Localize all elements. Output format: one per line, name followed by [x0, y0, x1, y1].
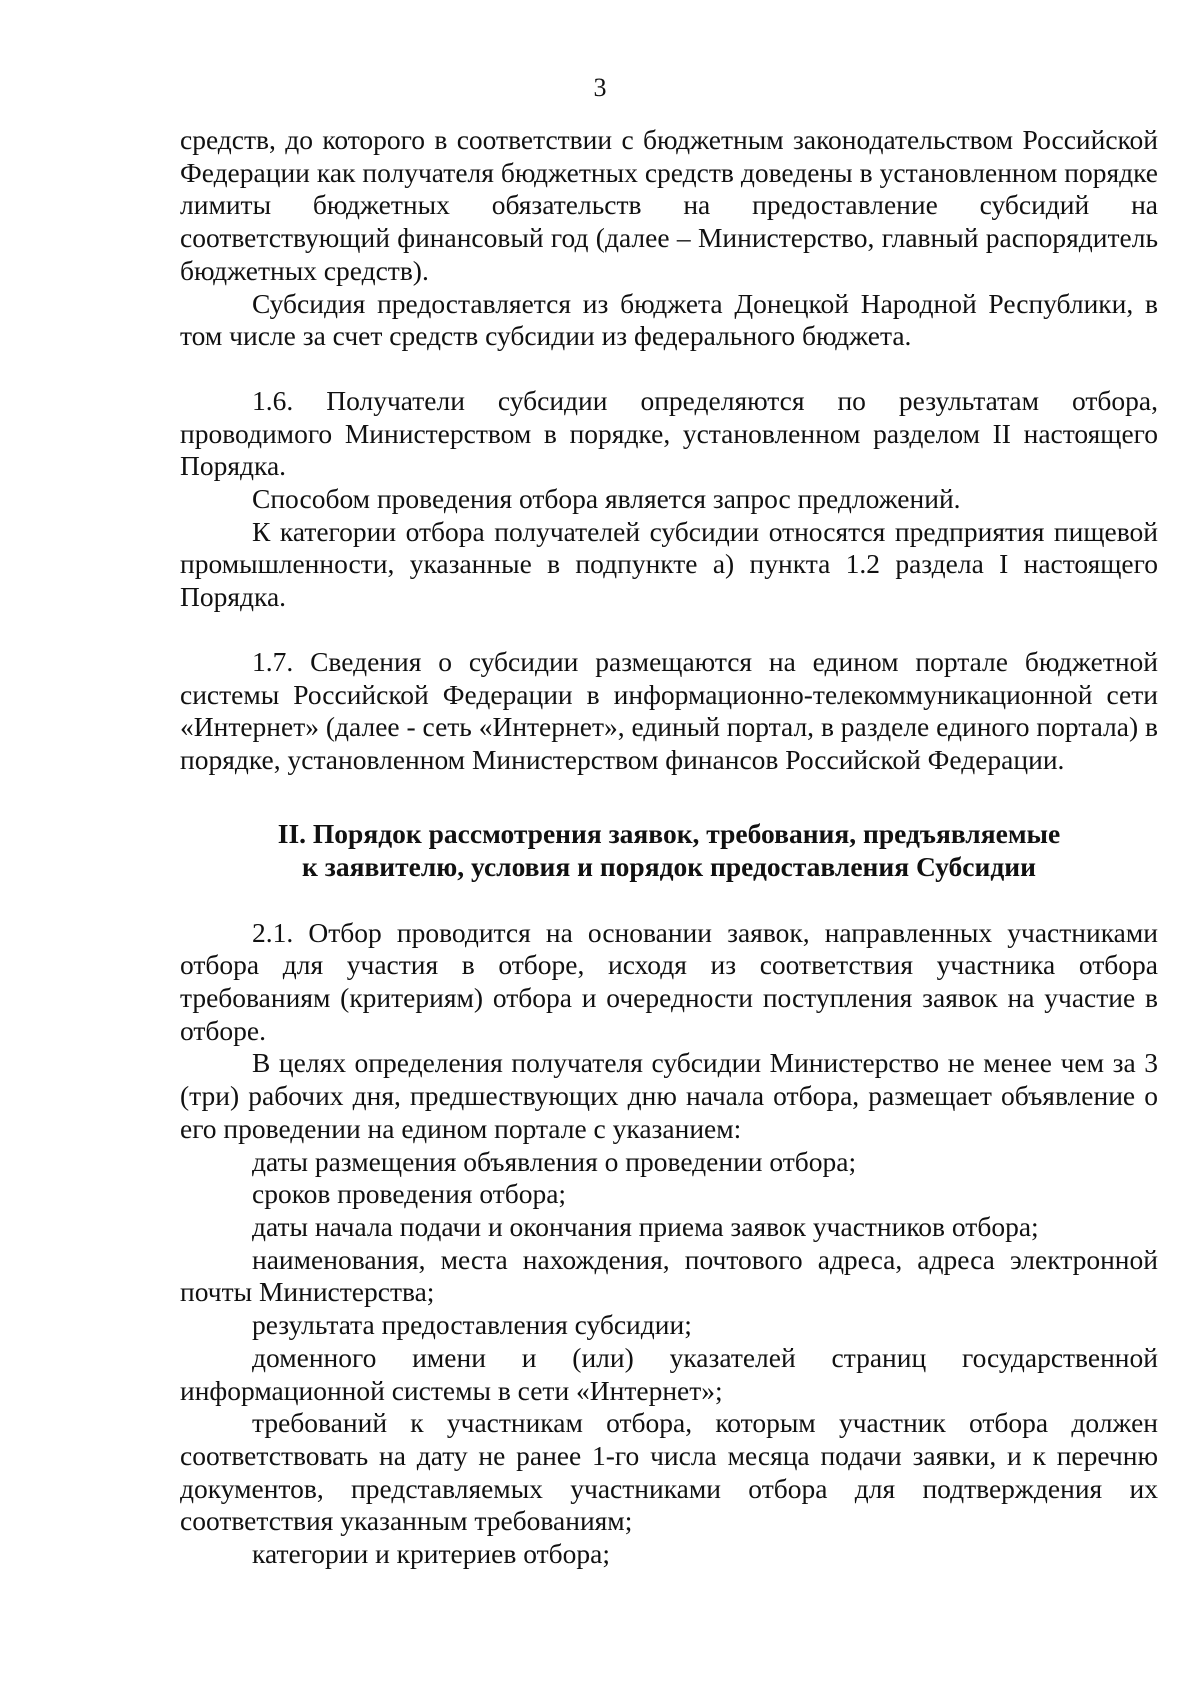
paragraph-selection-method: Способом проведения отбора является запрос предложений.	[252, 483, 961, 515]
paragraph-subsidy-source: Субсидия предоставляется из бюджета Донецкой Народной Республики, в том числе за счет средств субсидии из федерального бюджета.	[180, 287, 1158, 352]
paragraph-2-1: 2.1. Отбор проводится на основании заявок, направленных участниками отбора для участия в отборе, исходя из соответствия участника отбора требованиям (критериям) отбора и очередности поступления заявок на участие в отборе.	[180, 916, 1158, 1046]
section-heading-line-2: к заявителю, условия и порядок предоставления Субсидии	[302, 850, 1036, 882]
paragraph-selection-category: К категории отбора получателей субсидии относятся предприятия пищевой промышленности, указанные в подпункте а) пункта 1.2 раздела I настоящего Порядка.	[180, 515, 1158, 613]
list-item: требований к участникам отбора, которым участник отбора должен соответствовать на дату не ранее 1-го числа месяца подачи заявки, и к перечню документов, представляемых участниками отбора для подтверждения их соответствия указанным требованиям;	[180, 1407, 1158, 1537]
list-item: сроков проведения отбора;	[252, 1178, 567, 1210]
list-item: категории и критериев отбора;	[252, 1538, 610, 1570]
page-number: 3	[593, 73, 607, 102]
list-item: даты начала подачи и окончания приема заявок участников отбора;	[252, 1210, 1039, 1242]
list-item: даты размещения объявления о проведении отбора;	[252, 1145, 857, 1177]
section-heading	[180, 817, 1158, 883]
list-item: наименования, места нахождения, почтового адреса, адреса электронной почты Министерства;	[180, 1243, 1158, 1308]
list-item: результата предоставления субсидии;	[252, 1309, 692, 1341]
list-item: доменного имени и (или) указателей страниц государственной информационной системы в сети «Интернет»;	[180, 1341, 1158, 1406]
paragraph-1-7: 1.7. Сведения о субсидии размещаются на едином портале бюджетной системы Российской Федерации в информационно-телекоммуникационной сети «Интернет» (далее - сеть «Интернет», единый портал, в разделе единого портала) в порядке, установленном Министерством финансов Российской Федерации.	[180, 645, 1158, 775]
section-heading-line-1: II. Порядок рассмотрения заявок, требования, предъявляемые	[277, 817, 1061, 849]
paragraph-announcement: В целях определения получателя субсидии Министерство не менее чем за 3 (три) рабочих дня, предшествующих дню начала отбора, размещает объявление о его проведении на едином портале с указанием:	[180, 1047, 1158, 1144]
document-body	[180, 124, 1158, 1571]
paragraph-1-5-continuation: средств, до которого в соответствии с бюджетным законодательством Российской Федерации как получателя бюджетных средств доведены в установленном порядке лимиты бюджетных обязательств на предоставление субсидий на соответствующий финансовый год (далее – Министерство, главный распорядитель бюджетных средств).	[180, 124, 1158, 286]
paragraph-1-6: 1.6. Получатели субсидии определяются по результатам отбора, проводимого Министерством в порядке, установленном разделом II настоящего Порядка.	[180, 384, 1158, 482]
